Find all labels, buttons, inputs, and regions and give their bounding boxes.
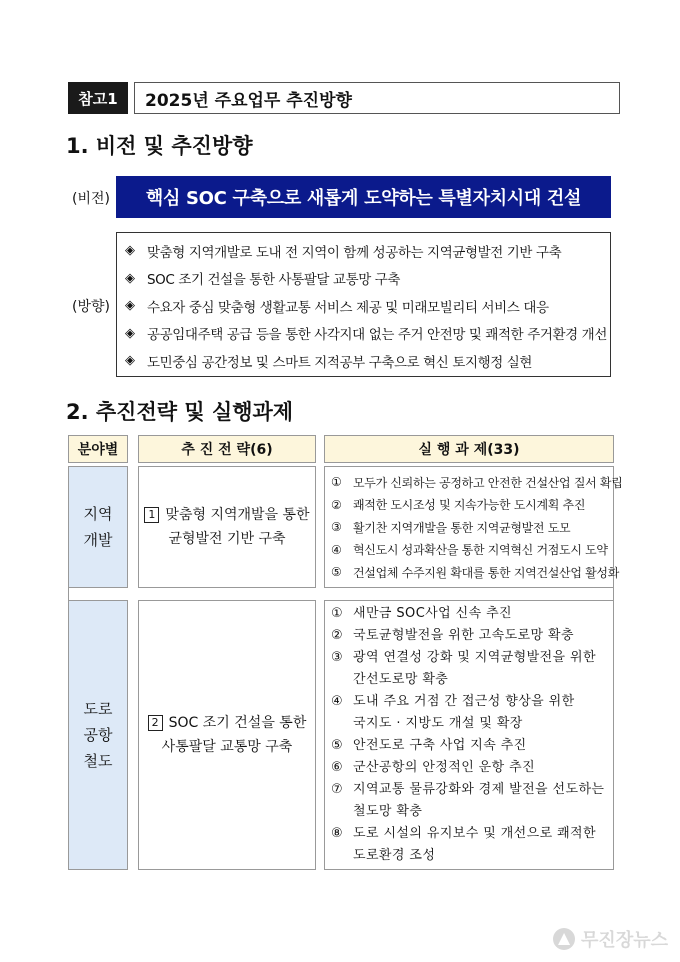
- strategy-cell-1: 1 맞춤형 지역개발을 통한 균형발전 기반 구축: [138, 466, 316, 588]
- mountain-logo-icon: [553, 928, 575, 950]
- task-item: ① 새만금 SOC사업 신속 추진: [331, 606, 512, 621]
- tasks-cell-2: [324, 600, 614, 870]
- document-title: 2025년 주요업무 추진방향: [134, 82, 620, 114]
- row-gap: [68, 588, 614, 600]
- task-item: ⑦ 지역교통 물류강화와 경제 발전을 선도하는 철도망 확충: [331, 782, 605, 819]
- header-tasks: 실 행 과 제(33): [324, 435, 614, 463]
- task-item: ④ 혁신도시 성과확산을 통한 지역혁신 거점도시 도약: [331, 542, 608, 558]
- strategy-cell-2: 2 SOC 조기 건설을 통한 사통팔달 교통망 구축: [138, 600, 316, 870]
- direction-item: ◈ 도민중심 공간정보 및 스마트 지적공부 구축으로 혁신 토지행정 실현: [125, 353, 533, 371]
- task-item: ③ 광역 연결성 강화 및 지역균형발전을 위한 간선도로망 확충: [331, 650, 596, 687]
- field-cell-regional: 지역 개발: [68, 466, 128, 588]
- task-item: ② 국토균형발전을 위한 고속도로망 확충: [331, 628, 574, 643]
- reference-badge: 참고1: [68, 82, 128, 114]
- task-item: ⑤ 안전도로 구축 사업 지속 추진: [331, 738, 527, 753]
- diamond-bullet-icon: ◈: [125, 243, 135, 259]
- direction-item: ◈ 맞춤형 지역개발로 도내 전 지역이 함께 성공하는 지역균형발전 기반 구축: [125, 243, 562, 261]
- section1-title: 1. 비전 및 추진방향: [66, 134, 253, 158]
- task-item: ⑤ 건설업체 수주지원 확대를 통한 지역건설산업 활성화: [331, 565, 619, 580]
- task-item: ④ 도내 주요 거점 간 접근성 향상을 위한 국지도 · 지방도 개설 및 확장: [331, 694, 575, 731]
- diamond-bullet-icon: ◈: [125, 353, 135, 369]
- vision-label: (비전): [72, 191, 110, 207]
- header-strategy: 추 진 전 략(6): [138, 435, 316, 463]
- direction-label: (방향): [72, 299, 110, 315]
- direction-item: ◈ 공공임대주택 공급 등을 통한 사각지대 없는 주거 안전망 및 쾌적한 주거환경 개선: [125, 325, 607, 344]
- vision-banner: 핵심 SOC 구축으로 새롭게 도약하는 특별자치시대 건설: [116, 176, 611, 218]
- strategy-number: 2: [148, 715, 163, 731]
- diamond-bullet-icon: ◈: [125, 270, 135, 286]
- watermark-logo: 무진장뉴스: [553, 926, 668, 952]
- task-item: ② 쾌적한 도시조성 및 지속가능한 도시계획 추진: [331, 497, 586, 513]
- task-item: ⑧ 도로 시설의 유지보수 및 개선으로 쾌적한 도로환경 조성: [331, 826, 596, 863]
- field-cell-transport: 도로 공항 철도: [68, 600, 128, 870]
- header-field: 분야별: [68, 435, 128, 463]
- strategy-number: 1: [144, 507, 159, 523]
- tasks-cell-1: [324, 466, 623, 588]
- direction-item: ◈ SOC 조기 건설을 통한 사통팔달 교통망 구축: [125, 270, 401, 289]
- diamond-bullet-icon: ◈: [125, 325, 135, 341]
- section2-title: 2. 추진전략 및 실행과제: [66, 400, 294, 424]
- task-item: ⑥ 군산공항의 안정적인 운항 추진: [331, 760, 536, 775]
- diamond-bullet-icon: ◈: [125, 298, 135, 314]
- task-item: ③ 활기찬 지역개발을 통한 지역균형발전 도모: [331, 520, 571, 535]
- direction-item: ◈ 수요자 중심 맞춤형 생활교통 서비스 제공 및 미래모빌리티 서비스 대응: [125, 298, 549, 316]
- task-item: ① 모두가 신뢰하는 공정하고 안전한 건설산업 질서 확립: [331, 475, 623, 490]
- direction-box: [116, 232, 611, 377]
